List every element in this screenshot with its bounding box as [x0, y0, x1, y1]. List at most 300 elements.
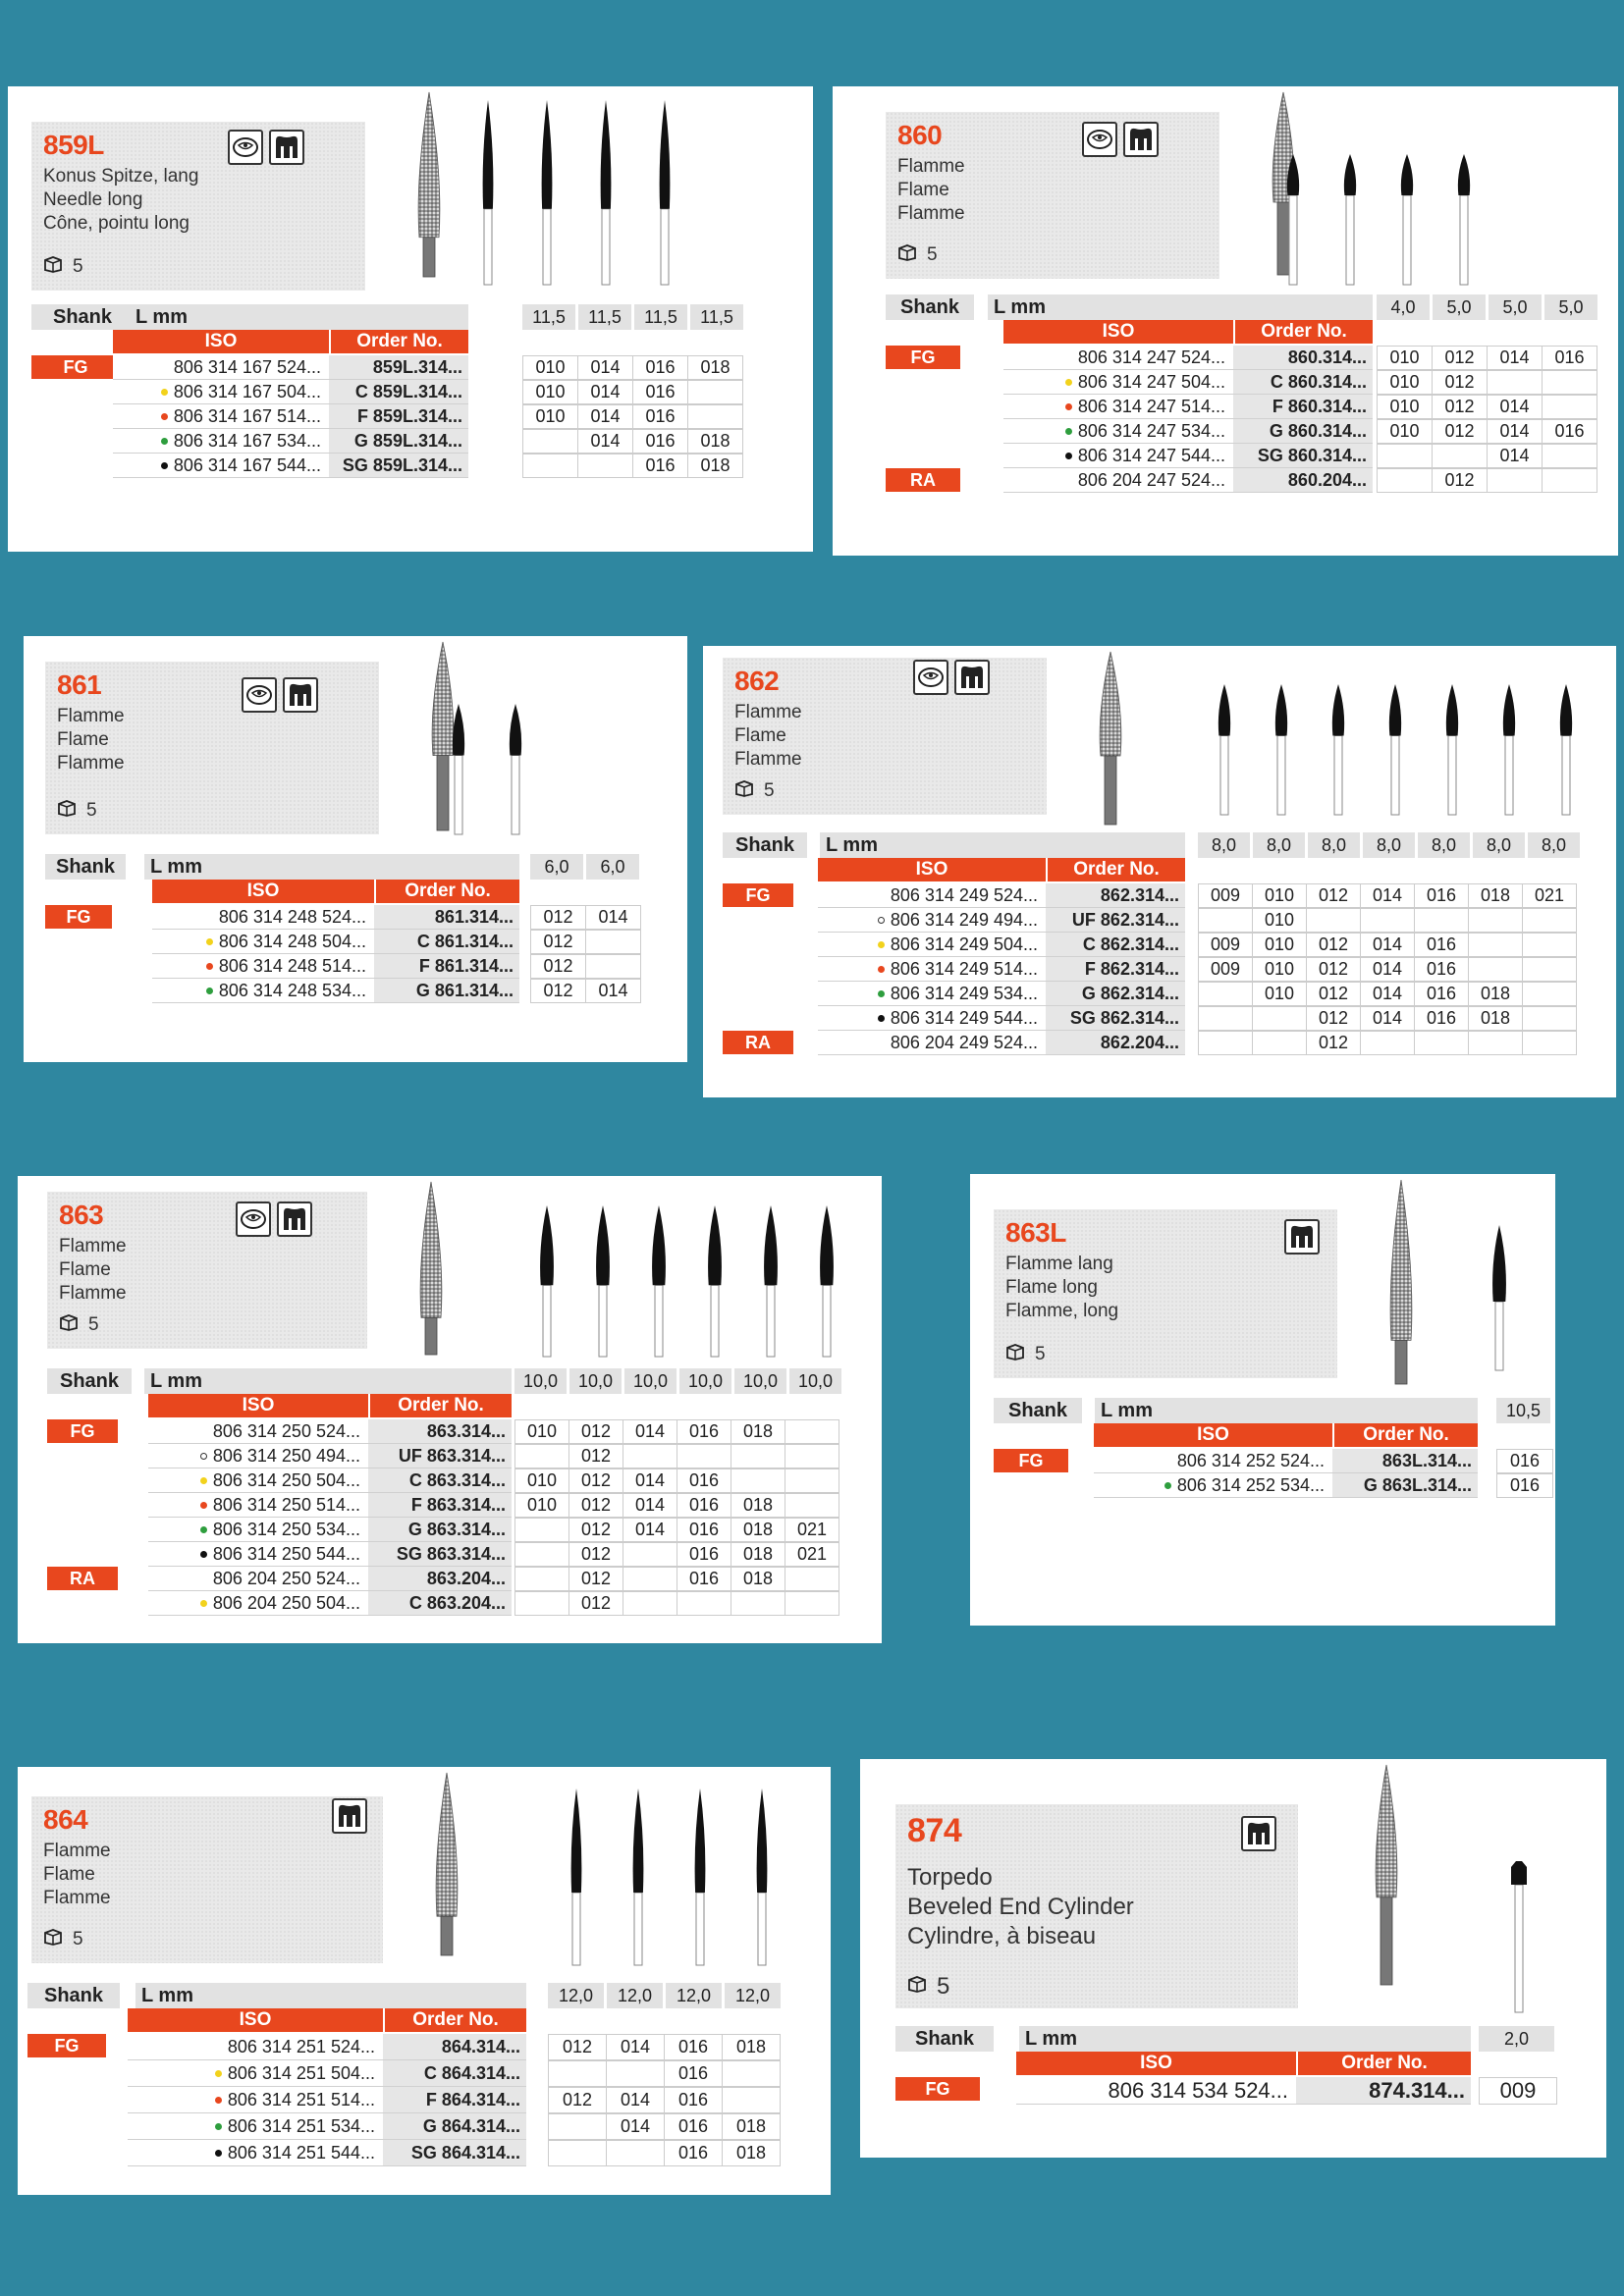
product-card — [18, 1176, 882, 1643]
grit-color-dot — [200, 1453, 207, 1460]
size-cell — [514, 1542, 569, 1567]
iso-text: 806 314 250 494... — [212, 1445, 360, 1466]
iso-order-header — [152, 880, 519, 903]
iso-order-header — [1003, 320, 1373, 344]
size-cells — [514, 1493, 839, 1517]
iso-number — [152, 954, 374, 978]
iso-number — [818, 1006, 1046, 1030]
table-row[interactable] — [113, 380, 468, 404]
length-value: 4,0 — [1377, 294, 1430, 320]
order-header: Order No. — [1296, 2052, 1471, 2075]
bur-schematics — [434, 689, 650, 841]
table-row[interactable] — [1003, 346, 1373, 370]
lmm-header: L mm — [1095, 1398, 1478, 1423]
table-row[interactable] — [128, 2087, 526, 2113]
package-icon — [907, 1975, 927, 1999]
size-cell: 014 — [577, 429, 633, 454]
size-cell: 010 — [522, 380, 578, 404]
table-row[interactable] — [152, 954, 519, 979]
size-cell: 012 — [568, 1493, 623, 1518]
length-values — [1479, 2026, 1557, 2052]
iso-number — [1016, 2077, 1296, 2104]
size-cell: 012 — [1306, 1006, 1361, 1031]
bur-shape — [1458, 154, 1470, 285]
grit-color-dot — [200, 1526, 207, 1533]
order-number: G 863.314... — [368, 1518, 512, 1541]
iso-number — [152, 930, 374, 953]
bur-shape — [542, 100, 553, 285]
size-cell: 012 — [568, 1468, 623, 1493]
product-description — [1005, 1253, 1118, 1323]
size-cell: 010 — [1377, 370, 1433, 395]
table-row[interactable] — [148, 1518, 512, 1542]
product-name-line: Flame — [57, 729, 109, 750]
pack-quantity — [43, 1928, 83, 1951]
size-cell: 014 — [623, 1468, 677, 1493]
size-cell: 014 — [1360, 982, 1415, 1006]
iso-text: 806 314 249 504... — [890, 934, 1038, 954]
bur-illustrations — [1200, 669, 1612, 817]
length-value: 12,0 — [666, 1983, 722, 2008]
order-header: Order No. — [374, 880, 519, 903]
order-number: SG 860.314... — [1233, 444, 1373, 467]
grit-color-dot — [878, 941, 885, 948]
iso-text: 806 314 248 524... — [218, 906, 366, 927]
pack-quantity — [734, 779, 775, 803]
size-cell — [722, 2060, 781, 2087]
order-header: Order No. — [329, 330, 468, 353]
size-cell: 016 — [677, 1518, 731, 1542]
table-row[interactable] — [818, 933, 1185, 957]
size-cell: 012 — [1306, 883, 1361, 908]
table-row[interactable] — [113, 454, 468, 478]
size-cell: 016 — [1414, 957, 1469, 982]
table-row[interactable] — [113, 355, 468, 380]
order-number: F 864.314... — [383, 2087, 526, 2112]
iso-order-header — [818, 858, 1185, 881]
shank-header: Shank — [47, 1368, 132, 1394]
size-cell: 016 — [677, 1468, 731, 1493]
size-cell: 018 — [722, 2113, 781, 2140]
iso-number — [148, 1567, 368, 1590]
product-card — [18, 1767, 831, 2195]
length-value: 10,0 — [734, 1368, 786, 1394]
table-row[interactable] — [818, 1031, 1185, 1055]
iso-order-header — [1094, 1423, 1478, 1447]
iso-text: 806 314 247 514... — [1077, 396, 1225, 416]
table-row[interactable] — [1094, 1449, 1478, 1473]
iso-text: 806 314 251 524... — [227, 2036, 375, 2056]
product-description — [897, 155, 965, 226]
size-cell — [1198, 1031, 1253, 1055]
bur-shape — [571, 1789, 582, 1965]
bur-shape — [1401, 154, 1413, 285]
iso-number — [1003, 468, 1233, 492]
iso-order-header — [128, 2008, 526, 2032]
size-cell: 016 — [664, 2113, 723, 2140]
bur-shape — [652, 1205, 666, 1357]
lmm-header: L mm — [820, 832, 1185, 858]
size-cell: 010 — [514, 1493, 569, 1518]
lmm-header: L mm — [135, 1983, 526, 2008]
bur-shape — [764, 1205, 778, 1357]
table-row[interactable] — [1016, 2077, 1471, 2105]
product-card — [833, 86, 1618, 556]
product-code: 860 — [897, 120, 943, 150]
iso-text: 806 314 249 524... — [890, 884, 1038, 905]
iso-number — [148, 1518, 368, 1541]
size-cells — [514, 1468, 839, 1492]
grit-color-dot — [215, 2097, 222, 2104]
size-cell — [577, 454, 633, 478]
product-description — [734, 701, 802, 772]
size-cell: 012 — [1306, 982, 1361, 1006]
table-row[interactable] — [1003, 395, 1373, 419]
bur-illustrations — [434, 689, 650, 836]
dental-crown-icon — [236, 1201, 271, 1237]
table-row[interactable] — [113, 404, 468, 429]
size-cell: 012 — [1432, 419, 1488, 444]
size-cells — [514, 1591, 839, 1615]
size-cell: 014 — [585, 979, 641, 1003]
size-cell: 012 — [1306, 1031, 1361, 1055]
grit-color-dot — [200, 1477, 207, 1484]
lmm-header: L mm — [1019, 2026, 1471, 2052]
iso-text: 806 204 249 524... — [890, 1032, 1038, 1052]
order-number: C 863.204... — [368, 1591, 512, 1615]
length-value: 8,0 — [1198, 832, 1250, 858]
grit-color-dot — [206, 963, 213, 970]
product-description — [43, 1840, 111, 1910]
order-number: C 859L.314... — [329, 380, 468, 403]
iso-text: 806 314 250 534... — [212, 1519, 360, 1539]
size-cell: 016 — [677, 1419, 731, 1444]
order-number: 859L.314... — [329, 355, 468, 379]
size-cell: 021 — [785, 1518, 839, 1542]
table-row[interactable] — [128, 2140, 526, 2166]
table-row[interactable] — [818, 957, 1185, 982]
size-cell: 021 — [785, 1542, 839, 1567]
order-number: SG 864.314... — [383, 2140, 526, 2165]
size-cell: 012 — [1306, 933, 1361, 957]
order-number: 874.314... — [1296, 2077, 1471, 2104]
order-header: Order No. — [1046, 858, 1185, 881]
table-row[interactable] — [818, 908, 1185, 933]
size-cell — [1468, 957, 1523, 982]
size-cell: 016 — [632, 380, 688, 404]
size-cell — [1522, 1006, 1577, 1031]
package-icon — [734, 779, 754, 803]
table-row[interactable] — [1003, 419, 1373, 444]
size-cell — [1468, 1031, 1523, 1055]
dental-crown-icon — [913, 660, 948, 695]
product-name-line: Flamme — [59, 1283, 127, 1304]
iso-text: 806 314 252 534... — [1176, 1474, 1325, 1495]
size-cell: 014 — [623, 1493, 677, 1518]
size-cell: 016 — [677, 1493, 731, 1518]
bur-shape — [757, 1789, 768, 1965]
iso-number — [818, 957, 1046, 981]
iso-number — [1003, 444, 1233, 467]
iso-text: 806 314 167 524... — [173, 356, 321, 377]
size-cell: 009 — [1198, 883, 1253, 908]
grit-color-dot — [200, 1502, 207, 1509]
size-cell: 010 — [514, 1468, 569, 1493]
iso-number — [1003, 346, 1233, 369]
grit-color-dot — [161, 462, 168, 469]
size-cell — [1306, 908, 1361, 933]
size-cell — [1360, 1031, 1415, 1055]
bur-illustrations — [1269, 139, 1602, 287]
length-value: 10,0 — [514, 1368, 567, 1394]
length-value: 6,0 — [586, 854, 639, 880]
pack-count: 5 — [1035, 1344, 1046, 1364]
size-cells — [514, 1567, 839, 1590]
size-cell: 012 — [568, 1444, 623, 1468]
iso-header: ISO — [1197, 1424, 1229, 1445]
size-cell: 010 — [522, 404, 578, 429]
tooth-icon — [1123, 122, 1159, 157]
tooth-icon — [1284, 1219, 1320, 1255]
grit-color-dot — [215, 2070, 222, 2077]
bur-shape — [1344, 154, 1356, 285]
size-cells — [522, 380, 742, 403]
order-number: G 862.314... — [1046, 982, 1185, 1005]
size-cell: 010 — [1252, 908, 1307, 933]
size-cells — [514, 1518, 839, 1541]
size-cells — [514, 1419, 839, 1443]
iso-text: 806 314 248 534... — [218, 980, 366, 1000]
iso-number — [113, 429, 329, 453]
product-card — [860, 1759, 1606, 2158]
table-row[interactable] — [152, 905, 519, 930]
iso-text: 806 314 247 544... — [1077, 445, 1225, 465]
pack-quantity — [907, 1973, 949, 2001]
bur-schematics — [1200, 669, 1612, 822]
size-cell: 016 — [1542, 419, 1597, 444]
table-row[interactable] — [818, 883, 1185, 908]
size-cell — [677, 1444, 731, 1468]
iso-number — [818, 908, 1046, 932]
table-row[interactable] — [128, 2034, 526, 2060]
pack-count: 5 — [73, 1929, 83, 1949]
size-cell — [1360, 908, 1415, 933]
bur-shape — [1332, 684, 1344, 815]
size-cell: 012 — [1306, 957, 1361, 982]
package-icon — [57, 799, 77, 823]
product-name-line: Flamme — [734, 749, 802, 770]
size-cell: 014 — [606, 2034, 665, 2060]
order-number: 860.314... — [1233, 346, 1373, 369]
bur-illustrations — [1494, 1779, 1593, 2014]
size-cell: 018 — [731, 1542, 785, 1567]
length-value: 8,0 — [1418, 832, 1470, 858]
iso-number — [128, 2140, 383, 2165]
shank-type-label: RA — [886, 468, 960, 492]
iso-text: 806 314 250 514... — [212, 1494, 360, 1515]
iso-header: ISO — [239, 2009, 272, 2030]
product-name-line: Flamme — [897, 156, 965, 177]
size-cell: 021 — [1522, 883, 1577, 908]
length-value: 5,0 — [1433, 294, 1486, 320]
size-cell: 018 — [731, 1419, 785, 1444]
pack-count: 5 — [73, 256, 83, 277]
order-number: UF 862.314... — [1046, 908, 1185, 932]
size-cell: 018 — [722, 2140, 781, 2166]
shank-type-label: FG — [895, 2077, 980, 2101]
grit-color-dot — [1164, 1482, 1171, 1489]
bur-schematics — [552, 1781, 797, 1972]
table-row[interactable] — [148, 1493, 512, 1518]
table-row[interactable] — [148, 1419, 512, 1444]
size-cell: 016 — [664, 2060, 723, 2087]
length-values — [530, 854, 642, 880]
shank-type-label: FG — [994, 1449, 1068, 1472]
dental-crown-icon — [1082, 122, 1117, 157]
table-row[interactable] — [152, 930, 519, 954]
size-cell — [1414, 908, 1469, 933]
size-cell — [785, 1419, 839, 1444]
length-value: 10,0 — [624, 1368, 677, 1394]
size-cell: 012 — [568, 1591, 623, 1616]
bur-shape — [660, 100, 671, 285]
size-cell — [785, 1444, 839, 1468]
order-number: F 861.314... — [374, 954, 519, 978]
package-icon — [1005, 1343, 1025, 1366]
table-row[interactable] — [152, 979, 519, 1003]
shank-type-label: FG — [45, 905, 112, 929]
size-cell — [623, 1567, 677, 1591]
table-row[interactable] — [1094, 1473, 1478, 1498]
size-cell: 016 — [664, 2140, 723, 2166]
bur-shape — [596, 1205, 610, 1357]
table-row[interactable] — [148, 1468, 512, 1493]
size-cell: 016 — [677, 1567, 731, 1591]
order-number: 860.204... — [1233, 468, 1373, 492]
lmm-header: L mm — [144, 1368, 512, 1394]
grit-color-dot — [878, 1015, 885, 1022]
bur-shape — [633, 1789, 644, 1965]
table-row[interactable] — [818, 982, 1185, 1006]
size-cell — [522, 454, 578, 478]
table-row[interactable] — [128, 2060, 526, 2087]
size-cell — [548, 2113, 607, 2140]
table-row[interactable] — [148, 1542, 512, 1567]
size-cell: 012 — [568, 1518, 623, 1542]
length-value: 12,0 — [607, 1983, 663, 2008]
size-cell — [785, 1493, 839, 1518]
size-cell: 014 — [1487, 444, 1543, 468]
size-cell: 016 — [664, 2087, 723, 2113]
size-cell: 014 — [577, 380, 633, 404]
bur-illustrations — [522, 1196, 846, 1359]
size-cell — [1542, 468, 1597, 493]
order-number: G 863L.314... — [1332, 1473, 1478, 1497]
size-cell — [1522, 982, 1577, 1006]
length-value: 8,0 — [1363, 832, 1415, 858]
size-cell — [623, 1444, 677, 1468]
table-row[interactable] — [148, 1567, 512, 1591]
order-number: 863.314... — [368, 1419, 512, 1443]
size-cell: 012 — [548, 2087, 607, 2113]
size-cell: 009 — [1198, 933, 1253, 957]
package-icon — [59, 1313, 79, 1337]
length-value: 10,0 — [569, 1368, 622, 1394]
size-cell: 012 — [530, 930, 586, 954]
size-cell: 014 — [1360, 883, 1415, 908]
pack-count: 5 — [927, 244, 938, 265]
size-cells — [548, 2087, 780, 2112]
length-value: 8,0 — [1528, 832, 1580, 858]
bur-shape — [695, 1789, 706, 1965]
size-cells — [548, 2060, 780, 2086]
iso-header: ISO — [915, 859, 948, 880]
table-row[interactable] — [113, 429, 468, 454]
iso-text: 806 314 249 534... — [890, 983, 1038, 1003]
shank-type-label: FG — [27, 2034, 106, 2057]
size-cell — [677, 1591, 731, 1616]
size-cell — [731, 1444, 785, 1468]
order-number: C 862.314... — [1046, 933, 1185, 956]
size-cell: 014 — [623, 1419, 677, 1444]
iso-text: 806 314 248 514... — [218, 955, 366, 976]
order-number: 861.314... — [374, 905, 519, 929]
grit-color-dot — [206, 988, 213, 994]
iso-text: 806 314 251 504... — [227, 2062, 375, 2083]
size-cell — [1542, 444, 1597, 468]
bur-shape — [540, 1205, 554, 1357]
diamond-bur-photo — [1381, 1178, 1421, 1386]
size-cells — [1198, 908, 1576, 932]
table-row[interactable] — [1003, 468, 1373, 493]
size-cell: 018 — [731, 1567, 785, 1591]
length-values — [548, 1983, 784, 2008]
product-code: 874 — [907, 1812, 962, 1849]
size-cell: 014 — [1360, 933, 1415, 957]
table-row[interactable] — [1003, 370, 1373, 395]
order-number: C 864.314... — [383, 2060, 526, 2086]
table-row[interactable] — [148, 1591, 512, 1616]
size-cell — [1522, 908, 1577, 933]
size-cell: 016 — [632, 429, 688, 454]
table-row[interactable] — [1003, 444, 1373, 468]
shank-header: Shank — [31, 304, 134, 330]
package-icon — [43, 1928, 63, 1951]
iso-text: 806 314 167 514... — [173, 405, 321, 426]
bur-schematics — [1269, 139, 1602, 292]
size-cell: 016 — [1496, 1449, 1553, 1473]
product-name-line: Flamme — [43, 1841, 111, 1861]
order-header: Order No. — [383, 2008, 526, 2032]
size-cell — [785, 1567, 839, 1591]
order-number: G 860.314... — [1233, 419, 1373, 443]
bur-schematics — [463, 92, 729, 292]
iso-text: 806 314 251 534... — [227, 2115, 375, 2136]
size-cell: 014 — [606, 2087, 665, 2113]
iso-number — [152, 979, 374, 1002]
bur-shape — [1287, 154, 1299, 285]
shank-type-label: FG — [723, 883, 793, 907]
table-row[interactable] — [148, 1444, 512, 1468]
table-row[interactable] — [818, 1006, 1185, 1031]
order-number: C 861.314... — [374, 930, 519, 953]
product-name-line: Beveled End Cylinder — [907, 1894, 1134, 1920]
bur-illustrations — [463, 92, 729, 287]
iso-number — [113, 454, 329, 477]
grit-color-dot — [878, 917, 885, 924]
table-row[interactable] — [128, 2113, 526, 2140]
size-cell: 010 — [1377, 395, 1433, 419]
